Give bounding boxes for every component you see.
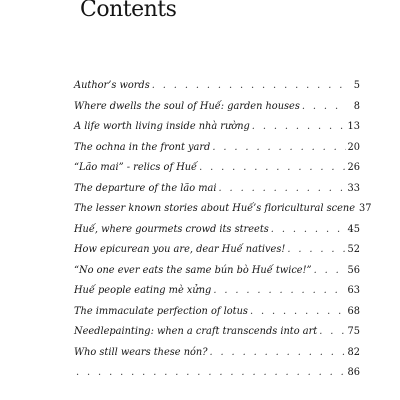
- toc-entry-title: “Lão mai” - relics of Huế: [74, 162, 198, 173]
- toc-entry-title: Author’s words: [74, 80, 150, 91]
- dot-leader: [287, 244, 345, 255]
- dot-leader: [219, 183, 346, 194]
- toc-entry-page: 86: [347, 367, 360, 378]
- dot-leader: [199, 162, 345, 173]
- toc-entry: [74, 285, 360, 306]
- dot-leader: [213, 285, 345, 296]
- toc-entry: [74, 142, 360, 163]
- toc-entry: [74, 121, 360, 142]
- dot-leader: [152, 80, 346, 91]
- toc-entry-title: The immaculate perfection of lotus: [74, 305, 248, 317]
- toc-entry-title: The ochna in the front yard: [74, 141, 211, 153]
- toc-entry-title: Huế, where gourmets crowd its streets: [74, 223, 269, 235]
- toc-entry: [74, 306, 360, 327]
- toc-entry-page: 63: [347, 285, 360, 296]
- table-of-contents: [74, 80, 372, 379]
- toc-entry-page: 5: [353, 80, 360, 91]
- toc-entry-title: A life worth living inside nhà rường: [74, 121, 250, 132]
- toc-entry-title: The lesser known stories about Huế’s floricultural scene: [74, 203, 356, 214]
- dot-leader: [209, 347, 345, 358]
- toc-entry-title: Needlepainting: when a craft transcends into art: [74, 326, 318, 337]
- toc-entry-page: 68: [347, 305, 360, 317]
- toc-entry-title: “No one ever eats the same bún bò Huế twice!”: [74, 264, 312, 276]
- toc-entry: [74, 244, 360, 265]
- toc-entry-title: Where dwells the soul of Huế: garden houses: [74, 100, 300, 112]
- toc-entry-page: 56: [347, 264, 360, 276]
- dot-leader: [212, 142, 345, 153]
- dot-leader: [302, 101, 346, 112]
- dot-leader: [252, 121, 346, 132]
- toc-entry-page: 20: [347, 141, 360, 153]
- toc-entry-cut-off: [74, 367, 360, 379]
- toc-entry-page: 8: [353, 100, 360, 112]
- toc-entry: [74, 347, 360, 368]
- toc-entry: [74, 326, 360, 347]
- toc-entry: [74, 101, 360, 122]
- dot-leader: [250, 306, 346, 317]
- toc-entry-page: 52: [347, 244, 360, 255]
- toc-entry-page: 13: [347, 121, 360, 132]
- dot-leader: [314, 265, 346, 276]
- toc-entry-page: 45: [347, 223, 360, 235]
- toc-entry-page: 26: [347, 162, 360, 173]
- toc-entry-page: 75: [347, 326, 360, 337]
- toc-entry: [74, 80, 360, 101]
- toc-entry-title: How epicurean you are, dear Huế natives!: [74, 244, 286, 255]
- toc-entry-title: The departure of the lão mai: [74, 182, 217, 194]
- page-title: Contents: [80, 0, 177, 22]
- dot-leader: [319, 326, 345, 337]
- dot-leader: [271, 224, 346, 235]
- toc-entry: [74, 183, 360, 204]
- toc-entry: [74, 203, 372, 224]
- toc-entry-page: 82: [347, 346, 360, 358]
- toc-entry: [74, 162, 360, 183]
- toc-entry-title: Who still wears these nón?: [74, 346, 208, 358]
- dot-leader: [76, 367, 346, 378]
- toc-entry-page: 37: [359, 203, 372, 214]
- toc-entry-page: 33: [347, 182, 360, 194]
- toc-entry: [74, 224, 360, 245]
- toc-entry-title: Huế people eating mè xửng: [74, 285, 212, 296]
- toc-entry: [74, 265, 360, 286]
